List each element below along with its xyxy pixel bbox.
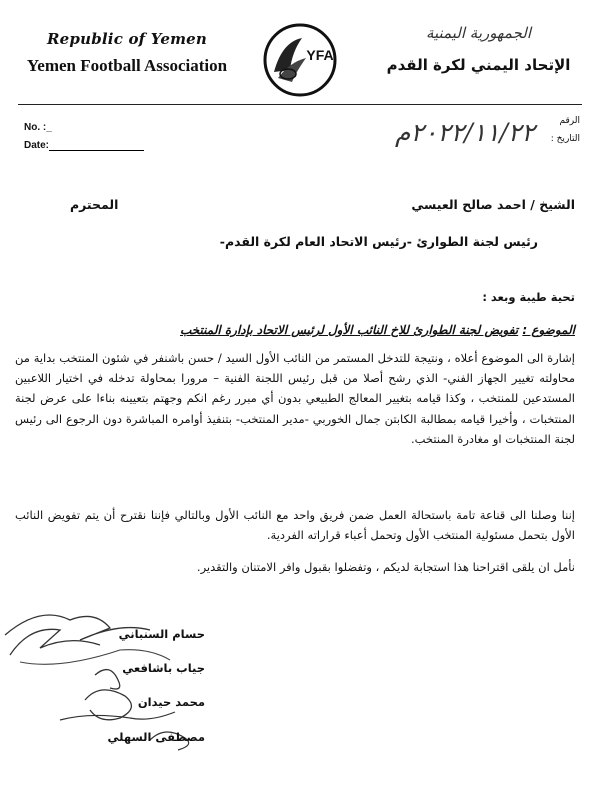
body-paragraph-1: إشارة الى الموضوع أعلاه ، ونتيجة للتدخل المستمر من النائب الأول السيد / حسن باشنفر في شئون المنتخب بداية من محاولته تغيير الجهاز الفني- الذي رشح أصلا من قبل رئيس اللجنة الفنية – مرورا بمحاولة تدخله في اختيار اللاعبين المستدعين للمنتخب ، وكذا قيامه بتغيير المعالج الطبيعي بدون أي مبرر رغم انكم وجهتم بتعيينه بناءا على عرض لجنة المنتخبات ، وأخيرا قيامه بمطالبة الكابتن جمال الخوربي -مدير المنتخب- بتنفيذ أوامره المباشرة دون الرجوع الى رئيس لجنة المنتخبات او مغادرة المنتخب. xyxy=(15,351,575,446)
greeting: تحية طيبة وبعد : xyxy=(482,290,575,304)
letterhead xyxy=(0,0,600,100)
subject-label: الموضوع : xyxy=(522,323,575,337)
subject-title: تفويض لجنة الطوارئ للاخ النائب الأول لرئيس الاتحاد بإدارة المنتخب xyxy=(179,323,519,337)
english-header xyxy=(22,30,232,76)
ar-date-label: التاريخ : xyxy=(550,134,580,144)
signatory-1: حسام السنباني xyxy=(118,627,205,641)
addressee-name: الشيخ / احمد صالح العيسي xyxy=(411,197,575,212)
signatory-3: محمد حيدان xyxy=(137,695,205,709)
ar-no-label: الرقم xyxy=(559,116,580,126)
date-label: Date: xyxy=(24,140,50,151)
en-country-name: Republic of Yemen xyxy=(47,30,207,48)
yfa-logo xyxy=(262,22,338,98)
closing-line: نأمل ان يلقى اقتراحنا هذا استجابة لديكم ، وتفضلوا بقبول وافر الامتنان والتقدير. xyxy=(196,560,575,574)
addressee-honorific: المحترم xyxy=(70,197,119,212)
body-paragraph-2: إننا وصلنا الى قناعة تامة باستحالة العمل ضمن فريق واحد مع النائب الأول وبالتالي فإننا نقترح أن يتم تفويض النائب الأول بتحمل مسئولية المنتخب الأول وتحمل أعباء قراراته الفردية. xyxy=(15,508,575,543)
arabic-header xyxy=(371,24,586,74)
signatory-2: جياب باشافعي xyxy=(122,661,205,675)
no-label: No. :_ xyxy=(24,122,52,133)
signatory-4: مصطفى السهلي xyxy=(107,730,205,744)
en-association-name: Yemen Football Association xyxy=(26,56,228,75)
date-line xyxy=(49,150,144,151)
addressee-line xyxy=(15,197,575,212)
reference-block-ar xyxy=(551,116,580,152)
ar-association-name: الإتحاد اليمني لكرة القدم xyxy=(386,56,571,74)
header-divider xyxy=(18,104,582,105)
ar-country-name: الجمهورية اليمنية xyxy=(425,24,531,42)
subject-line xyxy=(180,323,575,337)
logo-text: YFA xyxy=(306,47,334,63)
handwritten-date: ٢٠٢٢/١١/٢٢م xyxy=(395,118,535,147)
addressee-role: رئيس لجنة الطوارئ -رئيس الاتحاد العام لكرة القدم- xyxy=(219,234,538,249)
reference-block-en xyxy=(24,122,144,158)
